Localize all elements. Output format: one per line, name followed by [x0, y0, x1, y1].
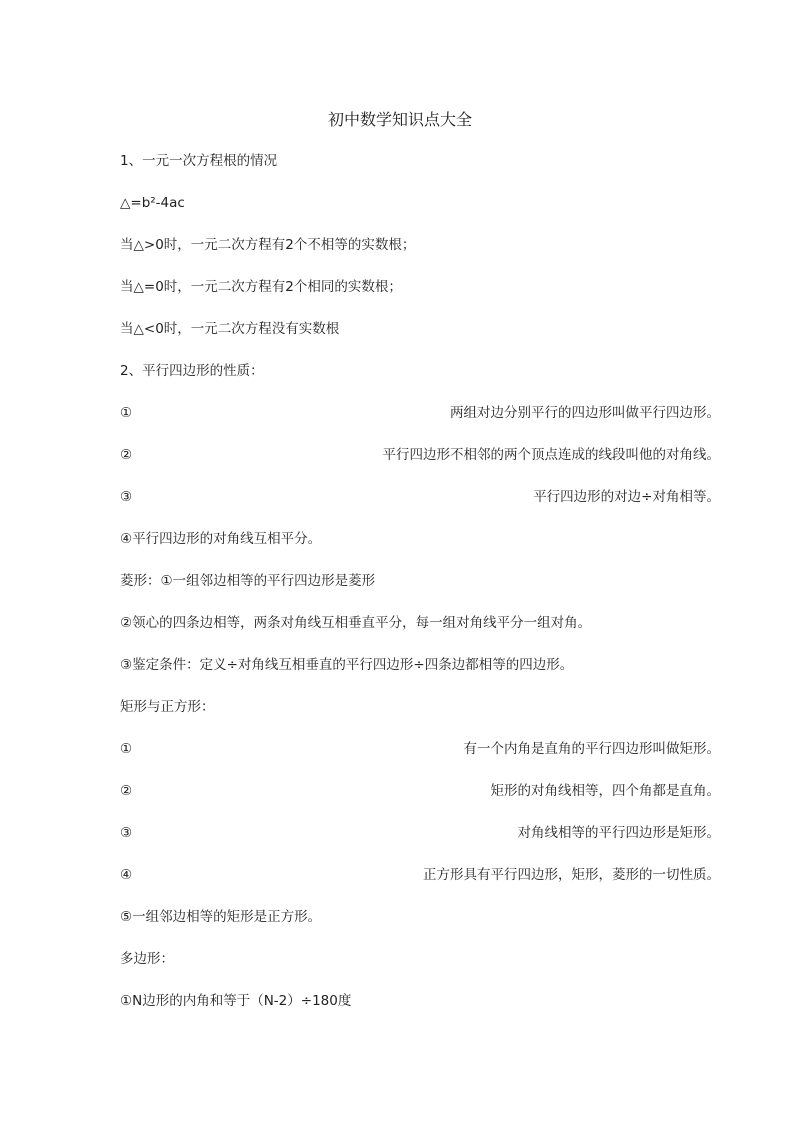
discriminant-negative: 当△<0时，一元二次方程没有实数根: [120, 321, 340, 337]
item-number: ③: [120, 489, 133, 505]
section-heading-polygon: 多边形：: [120, 951, 174, 967]
section-heading-rectangle-square: 矩形与正方形：: [120, 699, 215, 715]
item-text: 正方形具有平行四边形，矩形，菱形的一切性质。: [423, 867, 720, 883]
parallelogram-item-3: [120, 487, 720, 507]
rhombus-property: ②领心的四条边相等，两条对角线互相垂直平分，每一组对角线平分一组对角。: [120, 615, 592, 631]
item-number: ③: [120, 825, 133, 841]
item-text: 两组对边分别平行的四边形叫做平行四边形。: [450, 405, 720, 421]
item-number: ②: [120, 447, 133, 463]
rectangle-item-5: ⑤一组邻边相等的矩形是正方形。: [120, 909, 322, 925]
parallelogram-item-2: [120, 445, 720, 465]
item-text: 平行四边形不相邻的两个顶点连成的线段叫他的对角线。: [382, 447, 720, 463]
item-number: ④: [120, 867, 133, 883]
section-heading-quadratic: 1、一元一次方程根的情况: [120, 153, 278, 169]
discriminant-formula: △=b²-4ac: [120, 195, 185, 211]
item-text: 有一个内角是直角的平行四边形叫做矩形。: [463, 741, 720, 757]
item-text: 矩形的对角线相等，四个角都是直角。: [490, 783, 720, 799]
rectangle-item-4: [120, 865, 720, 885]
rhombus-criteria: ③鉴定条件：定义÷对角线互相垂直的平行四边形÷四条边都相等的四边形。: [120, 657, 574, 673]
rectangle-item-2: [120, 781, 720, 801]
item-number: ①: [120, 741, 133, 757]
section-heading-parallelogram: 2、平行四边形的性质：: [120, 363, 264, 379]
discriminant-zero: 当△=0时，一元二次方程有2个相同的实数根；: [120, 279, 402, 295]
item-number: ②: [120, 783, 133, 799]
parallelogram-item-4: ④平行四边形的对角线互相平分。: [120, 531, 322, 547]
item-text: 对角线相等的平行四边形是矩形。: [517, 825, 720, 841]
rectangle-item-3: [120, 823, 720, 843]
rhombus-definition: 菱形：①一组邻边相等的平行四边形是菱形: [120, 573, 376, 589]
discriminant-positive: 当△>0时，一元二次方程有2个不相等的实数根；: [120, 237, 416, 253]
polygon-angle-sum: ①N边形的内角和等于（N-2）÷180度: [120, 993, 352, 1009]
document-title: 初中数学知识点大全: [327, 110, 472, 129]
item-number: ①: [120, 405, 133, 421]
rectangle-item-1: [120, 739, 720, 759]
parallelogram-item-1: [120, 403, 720, 423]
item-text: 平行四边形的对边÷对角相等。: [533, 489, 720, 505]
